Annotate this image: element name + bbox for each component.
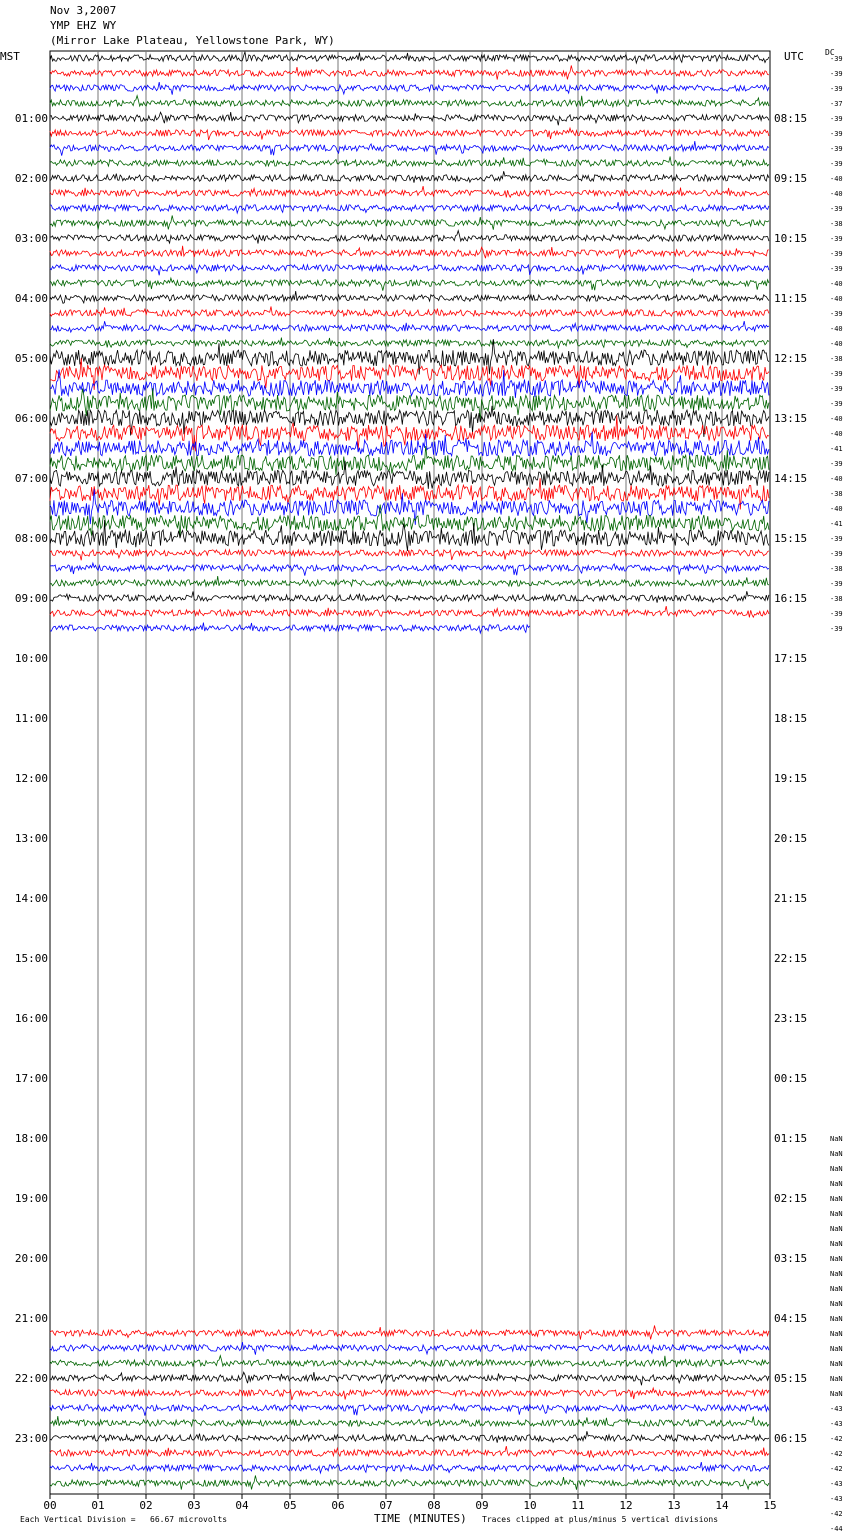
dc-offset-value: NaN — [830, 1240, 843, 1248]
dc-offset-value: -41 — [830, 445, 843, 453]
seismic-trace — [50, 446, 769, 475]
dc-offset-value: -40 — [830, 175, 843, 183]
seismic-trace — [50, 358, 769, 390]
x-tick-label: 01 — [91, 1499, 105, 1512]
mst-hour-label: 15:00 — [14, 952, 48, 965]
utc-hour-label: 04:15 — [774, 1312, 808, 1325]
chart-station: YMP EHZ WY — [50, 19, 117, 32]
dc-offset-value: -40 — [830, 475, 843, 483]
mst-hour-label: 01:00 — [14, 112, 48, 125]
dc-offset-value: -40 — [830, 295, 843, 303]
seismic-trace — [50, 265, 769, 276]
mst-hour-label: 17:00 — [14, 1072, 48, 1085]
dc-offset-value: -39 — [830, 145, 843, 153]
dc-offset-value: -39 — [830, 235, 843, 243]
mst-hour-label: 20:00 — [14, 1252, 48, 1265]
utc-hour-label: 06:15 — [774, 1432, 808, 1445]
dc-offset-value: -39 — [830, 580, 843, 588]
dc-offset-value: -39 — [830, 130, 843, 138]
x-tick-label: 07 — [379, 1499, 393, 1512]
utc-hour-label: 12:15 — [774, 352, 808, 365]
seismic-trace — [50, 291, 769, 303]
x-tick-label: 09 — [475, 1499, 489, 1512]
x-tick-label: 13 — [667, 1499, 681, 1512]
dc-offset-value: -40 — [830, 280, 843, 288]
mst-hour-label: 11:00 — [14, 712, 48, 725]
seismic-trace — [50, 1462, 769, 1473]
seismic-trace — [50, 171, 769, 183]
seismic-trace — [50, 1431, 769, 1443]
dc-offset-value: -43 — [830, 1480, 843, 1488]
seismic-trace — [50, 370, 769, 398]
seismic-trace — [50, 563, 769, 576]
utc-hour-label: 11:15 — [774, 292, 808, 305]
utc-hour-label: 23:15 — [774, 1012, 808, 1025]
utc-hour-label: 10:15 — [774, 232, 808, 245]
dc-offset-value: -43 — [830, 1495, 843, 1503]
x-tick-label: 04 — [235, 1499, 249, 1512]
dc-offset-value: -41 — [830, 520, 843, 528]
dc-offset-value: -42 — [830, 1450, 843, 1458]
dc-offset-value: NaN — [830, 1270, 843, 1278]
dc-offset-value: -38 — [830, 595, 843, 603]
dc-offset-value: -40 — [830, 325, 843, 333]
dc-offset-value: NaN — [830, 1150, 843, 1158]
seismic-trace — [50, 202, 769, 213]
seismic-trace — [50, 216, 769, 230]
seismic-trace — [50, 1372, 769, 1385]
mst-hour-label: 06:00 — [14, 412, 48, 425]
mst-hour-label: 12:00 — [14, 772, 48, 785]
dc-offset-value: -38 — [830, 220, 843, 228]
seismic-trace — [50, 1388, 769, 1400]
dc-offset-value: -44 — [830, 1525, 843, 1533]
seismic-trace — [50, 520, 769, 551]
dc-offset-value: NaN — [830, 1315, 843, 1323]
dc-offset-value: -39 — [830, 400, 843, 408]
chart-location: (Mirror Lake Plateau, Yellowstone Park, WY) — [50, 34, 335, 47]
utc-hour-label: 13:15 — [774, 412, 808, 425]
utc-hour-label: 19:15 — [774, 772, 808, 785]
seismic-trace — [50, 576, 769, 586]
seismic-trace — [50, 66, 769, 80]
dc-offset-value: -39 — [830, 115, 843, 123]
dc-offset-value: -38 — [830, 565, 843, 573]
x-tick-label: 12 — [619, 1499, 633, 1512]
seismic-trace — [50, 231, 769, 244]
mst-hour-label: 04:00 — [14, 292, 48, 305]
dc-offset-value: NaN — [830, 1180, 843, 1188]
dc-offset-value: -37 — [830, 100, 843, 108]
seismic-trace — [50, 321, 769, 332]
dc-offset-value: -38 — [830, 355, 843, 363]
mst-hour-label: 02:00 — [14, 172, 48, 185]
seismic-trace — [50, 550, 769, 561]
dc-offset-value: -42 — [830, 1465, 843, 1473]
dc-offset-value: -39 — [830, 250, 843, 258]
right-timezone-label: UTC — [784, 50, 804, 63]
x-tick-label: 00 — [43, 1499, 57, 1512]
mst-hour-label: 23:00 — [14, 1432, 48, 1445]
dc-offset-value: -39 — [830, 385, 843, 393]
utc-hour-label: 08:15 — [774, 112, 808, 125]
utc-hour-label: 02:15 — [774, 1192, 808, 1205]
utc-hour-label: 15:15 — [774, 532, 808, 545]
mst-hour-label: 10:00 — [14, 652, 48, 665]
scale-note: Each Vertical Division = 66.67 microvolts — [20, 1515, 228, 1524]
seismic-trace — [50, 82, 769, 95]
dc-offset-value: -39 — [830, 310, 843, 318]
x-tick-label: 02 — [139, 1499, 153, 1512]
dc-offset-value: NaN — [830, 1165, 843, 1173]
seismic-trace — [50, 1476, 769, 1490]
seismic-trace — [50, 52, 769, 63]
utc-hour-label: 09:15 — [774, 172, 808, 185]
dc-offset-value: -39 — [830, 535, 843, 543]
seismic-trace — [50, 591, 769, 603]
dc-offset-value: -40 — [830, 430, 843, 438]
mst-hour-label: 19:00 — [14, 1192, 48, 1205]
dc-offset-value: NaN — [830, 1135, 843, 1143]
seismic-trace — [50, 1326, 769, 1340]
mst-hour-label: 21:00 — [14, 1312, 48, 1325]
seismic-trace — [50, 112, 769, 125]
seismic-trace — [50, 606, 769, 617]
dc-offset-value: NaN — [830, 1285, 843, 1293]
dc-offset-value: -43 — [830, 1420, 843, 1428]
x-tick-label: 11 — [571, 1499, 585, 1512]
utc-hour-label: 14:15 — [774, 472, 808, 485]
left-timezone-label: MST — [0, 50, 20, 63]
dc-offset-value: NaN — [830, 1375, 843, 1383]
mst-hour-label: 09:00 — [14, 592, 48, 605]
seismic-trace — [50, 307, 769, 318]
dc-offset-value: NaN — [830, 1225, 843, 1233]
dc-offset-value: -39 — [830, 265, 843, 273]
utc-hour-label: 01:15 — [774, 1132, 808, 1145]
dc-offset-value: NaN — [830, 1255, 843, 1263]
utc-hour-label: 17:15 — [774, 652, 808, 665]
dc-offset-value: -38 — [830, 490, 843, 498]
x-tick-label: 14 — [715, 1499, 729, 1512]
dc-offset-value: -39 — [830, 160, 843, 168]
seismic-trace — [50, 338, 769, 348]
x-tick-label: 10 — [523, 1499, 537, 1512]
dc-offset-value: -43 — [830, 1405, 843, 1413]
seismic-trace — [50, 406, 769, 437]
x-axis-title: TIME (MINUTES) — [374, 1512, 467, 1525]
dc-offset-value: NaN — [830, 1390, 843, 1398]
dc-offset-value: NaN — [830, 1210, 843, 1218]
seismic-trace — [50, 128, 769, 140]
seismic-trace — [50, 1416, 769, 1426]
dc-offset-value: -39 — [830, 625, 843, 633]
clip-note: Traces clipped at plus/minus 5 vertical divisions — [482, 1515, 719, 1524]
utc-hour-label: 22:15 — [774, 952, 808, 965]
dc-offset-value: -39 — [830, 550, 843, 558]
seismic-trace — [50, 1342, 769, 1355]
x-tick-label: 15 — [763, 1499, 777, 1512]
utc-hour-label: 03:15 — [774, 1252, 808, 1265]
dc-offset-value: NaN — [830, 1300, 843, 1308]
mst-hour-label: 13:00 — [14, 832, 48, 845]
dc-offset-value: -40 — [830, 505, 843, 513]
chart-date: Nov 3,2007 — [50, 4, 117, 17]
seismic-trace — [50, 1356, 769, 1367]
dc-offset-value: -39 — [830, 370, 843, 378]
dc-offset-value: -42 — [830, 1510, 843, 1518]
utc-hour-label: 21:15 — [774, 892, 808, 905]
x-tick-label: 05 — [283, 1499, 297, 1512]
mst-hour-label: 08:00 — [14, 532, 48, 545]
seismic-trace — [50, 1446, 769, 1457]
utc-hour-label: 16:15 — [774, 592, 808, 605]
dc-offset-header: DC — [825, 48, 835, 57]
dc-offset-value: -40 — [830, 415, 843, 423]
x-tick-label: 08 — [427, 1499, 441, 1512]
utc-hour-label: 05:15 — [774, 1372, 808, 1385]
dc-offset-value: -39 — [830, 205, 843, 213]
utc-hour-label: 18:15 — [774, 712, 808, 725]
dc-offset-value: NaN — [830, 1195, 843, 1203]
seismic-trace — [50, 141, 769, 156]
dc-offset-value: -40 — [830, 190, 843, 198]
x-tick-label: 06 — [331, 1499, 345, 1512]
seismic-trace — [50, 96, 769, 107]
seismic-trace — [50, 1404, 769, 1416]
dc-offset-value: -39 — [830, 70, 843, 78]
mst-hour-label: 14:00 — [14, 892, 48, 905]
mst-hour-label: 03:00 — [14, 232, 48, 245]
dc-offset-value: -39 — [830, 85, 843, 93]
utc-hour-label: 20:15 — [774, 832, 808, 845]
dc-offset-value: -39 — [830, 460, 843, 468]
mst-hour-label: 07:00 — [14, 472, 48, 485]
x-tick-label: 03 — [187, 1499, 201, 1512]
mst-hour-label: 16:00 — [14, 1012, 48, 1025]
seismic-trace — [50, 186, 769, 197]
utc-hour-label: 00:15 — [774, 1072, 808, 1085]
dc-offset-value: -39 — [830, 610, 843, 618]
mst-hour-label: 22:00 — [14, 1372, 48, 1385]
dc-offset-value: -42 — [830, 1435, 843, 1443]
seismic-trace — [50, 278, 769, 291]
dc-offset-value: -39 — [830, 55, 843, 63]
mst-hour-label: 18:00 — [14, 1132, 48, 1145]
seismic-trace — [50, 246, 769, 258]
dc-offset-value: NaN — [830, 1330, 843, 1338]
seismic-trace — [50, 157, 769, 167]
dc-offset-value: -40 — [830, 340, 843, 348]
dc-offset-value: NaN — [830, 1360, 843, 1368]
dc-offset-value: NaN — [830, 1345, 843, 1353]
mst-hour-label: 05:00 — [14, 352, 48, 365]
